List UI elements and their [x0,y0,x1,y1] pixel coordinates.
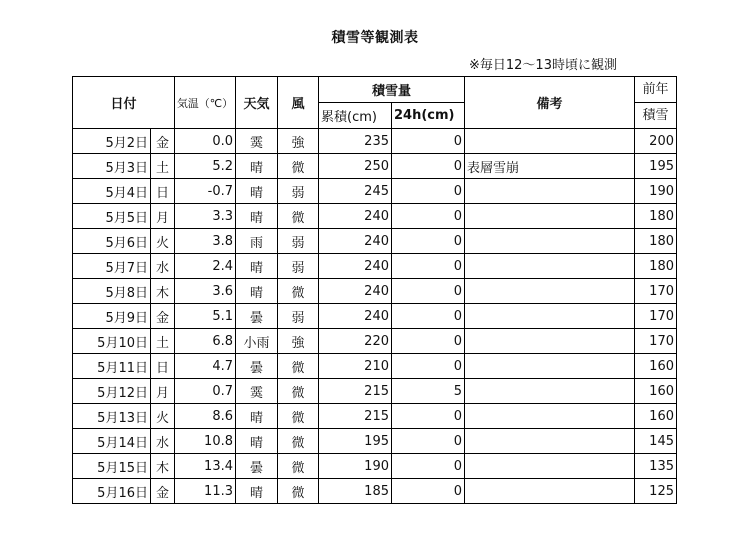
row-snow-total: 240 [319,229,392,254]
row-weather: 晴 [236,204,278,229]
row-date: 5月2日 [73,129,151,154]
table-row [73,254,677,279]
row-snow-24h: 0 [392,279,465,304]
row-day-of-week: 土 [151,329,175,354]
row-wind: 微 [278,354,319,379]
row-day-of-week: 日 [151,354,175,379]
row-date: 5月12日 [73,379,151,404]
row-temperature: 3.6 [175,279,236,304]
row-prev-year-snow: 180 [635,204,677,229]
row-snow-24h: 0 [392,254,465,279]
row-prev-year-snow: 190 [635,179,677,204]
row-date: 5月13日 [73,404,151,429]
row-wind: 弱 [278,179,319,204]
table-row [73,404,677,429]
row-wind: 弱 [278,304,319,329]
row-prev-year-snow: 170 [635,279,677,304]
row-snow-24h: 0 [392,304,465,329]
row-temperature: 0.0 [175,129,236,154]
row-wind: 弱 [278,229,319,254]
row-snow-total: 215 [319,404,392,429]
table-row [73,304,677,329]
row-snow-total: 220 [319,329,392,354]
row-prev-year-snow: 170 [635,329,677,354]
row-remark [465,129,635,154]
row-prev-year-snow: 160 [635,354,677,379]
table-row [73,229,677,254]
row-date: 5月8日 [73,279,151,304]
header-prev-year-2: 積雪 [635,103,677,129]
row-day-of-week: 月 [151,379,175,404]
row-temperature: 3.3 [175,204,236,229]
row-snow-total: 240 [319,254,392,279]
row-temperature: 13.4 [175,454,236,479]
row-snow-24h: 0 [392,404,465,429]
row-weather: 雨 [236,229,278,254]
row-weather: 曇 [236,354,278,379]
header-weather: 天気 [236,77,278,129]
row-day-of-week: 火 [151,404,175,429]
row-date: 5月9日 [73,304,151,329]
row-prev-year-snow: 125 [635,479,677,504]
row-snow-24h: 0 [392,429,465,454]
row-temperature: 0.7 [175,379,236,404]
row-day-of-week: 土 [151,154,175,179]
row-weather: 晴 [236,179,278,204]
row-snow-total: 185 [319,479,392,504]
row-snow-total: 215 [319,379,392,404]
row-date: 5月3日 [73,154,151,179]
table-row [73,279,677,304]
row-remark [465,179,635,204]
row-prev-year-snow: 145 [635,429,677,454]
row-prev-year-snow: 180 [635,254,677,279]
row-date: 5月6日 [73,229,151,254]
row-prev-year-snow: 160 [635,404,677,429]
header-snow-total: 累積(cm) [319,103,392,129]
row-date: 5月11日 [73,354,151,379]
row-day-of-week: 金 [151,129,175,154]
row-day-of-week: 金 [151,479,175,504]
header-wind: 風 [278,77,319,129]
row-remark [465,379,635,404]
row-wind: 微 [278,154,319,179]
header-prev-year-1: 前年 [635,77,677,103]
row-weather: 霙 [236,129,278,154]
row-wind: 強 [278,329,319,354]
row-remark [465,204,635,229]
table-row [73,379,677,404]
row-temperature: 5.2 [175,154,236,179]
row-snow-24h: 0 [392,229,465,254]
row-snow-24h: 0 [392,204,465,229]
row-wind: 微 [278,379,319,404]
row-weather: 晴 [236,279,278,304]
row-date: 5月15日 [73,454,151,479]
row-temperature: 3.8 [175,229,236,254]
table-row [73,204,677,229]
row-remark [465,279,635,304]
table-row [73,479,677,504]
row-temperature: 6.8 [175,329,236,354]
row-weather: 曇 [236,454,278,479]
row-day-of-week: 木 [151,279,175,304]
row-snow-24h: 0 [392,479,465,504]
row-snow-24h: 0 [392,454,465,479]
table-row [73,354,677,379]
row-snow-total: 245 [319,179,392,204]
row-remark [465,479,635,504]
row-remark [465,354,635,379]
table-row [73,179,677,204]
snow-observation-table [72,76,677,504]
row-date: 5月16日 [73,479,151,504]
header-snow-24h: 24h(cm) [392,103,465,129]
row-wind: 微 [278,454,319,479]
row-prev-year-snow: 200 [635,129,677,154]
row-remark [465,454,635,479]
row-snow-24h: 0 [392,179,465,204]
row-remark [465,404,635,429]
row-weather: 曇 [236,304,278,329]
row-day-of-week: 日 [151,179,175,204]
header-date: 日付 [73,77,175,129]
row-remark [465,254,635,279]
header-snow-group: 積雪量 [319,77,465,103]
row-snow-24h: 0 [392,154,465,179]
row-snow-24h: 0 [392,354,465,379]
row-wind: 微 [278,479,319,504]
row-temperature: 10.8 [175,429,236,454]
row-snow-total: 190 [319,454,392,479]
page-title: 積雪等観測表 [331,30,419,46]
row-wind: 微 [278,279,319,304]
table-row [73,429,677,454]
table-row [73,129,677,154]
row-temperature: -0.7 [175,179,236,204]
row-temperature: 2.4 [175,254,236,279]
row-prev-year-snow: 160 [635,379,677,404]
row-wind: 微 [278,404,319,429]
row-snow-24h: 0 [392,329,465,354]
row-date: 5月4日 [73,179,151,204]
row-snow-24h: 5 [392,379,465,404]
row-snow-total: 235 [319,129,392,154]
row-weather: 小雨 [236,329,278,354]
row-snow-24h: 0 [392,129,465,154]
table-row [73,454,677,479]
row-prev-year-snow: 135 [635,454,677,479]
row-day-of-week: 火 [151,229,175,254]
row-remark [465,304,635,329]
row-day-of-week: 水 [151,429,175,454]
table-row [73,329,677,354]
row-temperature: 11.3 [175,479,236,504]
row-weather: 晴 [236,479,278,504]
row-snow-total: 250 [319,154,392,179]
row-wind: 微 [278,204,319,229]
row-weather: 晴 [236,429,278,454]
row-day-of-week: 月 [151,204,175,229]
observation-note: ※毎日12～13時頃に観測 [469,58,617,73]
row-day-of-week: 金 [151,304,175,329]
row-date: 5月7日 [73,254,151,279]
table-row [73,154,677,179]
row-remark [465,329,635,354]
row-day-of-week: 水 [151,254,175,279]
row-temperature: 5.1 [175,304,236,329]
row-remark: 表層雪崩 [465,154,635,179]
row-snow-total: 210 [319,354,392,379]
row-prev-year-snow: 170 [635,304,677,329]
row-snow-total: 240 [319,204,392,229]
row-wind: 強 [278,129,319,154]
row-snow-total: 240 [319,279,392,304]
row-prev-year-snow: 195 [635,154,677,179]
header-remarks: 備考 [465,77,635,129]
row-weather: 晴 [236,404,278,429]
header-temperature: 気温（℃） [175,77,236,129]
row-date: 5月10日 [73,329,151,354]
row-date: 5月14日 [73,429,151,454]
row-day-of-week: 木 [151,454,175,479]
row-wind: 微 [278,429,319,454]
row-wind: 弱 [278,254,319,279]
row-remark [465,229,635,254]
row-temperature: 4.7 [175,354,236,379]
row-temperature: 8.6 [175,404,236,429]
row-remark [465,429,635,454]
row-prev-year-snow: 180 [635,229,677,254]
row-weather: 晴 [236,254,278,279]
row-date: 5月5日 [73,204,151,229]
row-weather: 晴 [236,154,278,179]
row-snow-total: 240 [319,304,392,329]
row-weather: 霙 [236,379,278,404]
row-snow-total: 195 [319,429,392,454]
